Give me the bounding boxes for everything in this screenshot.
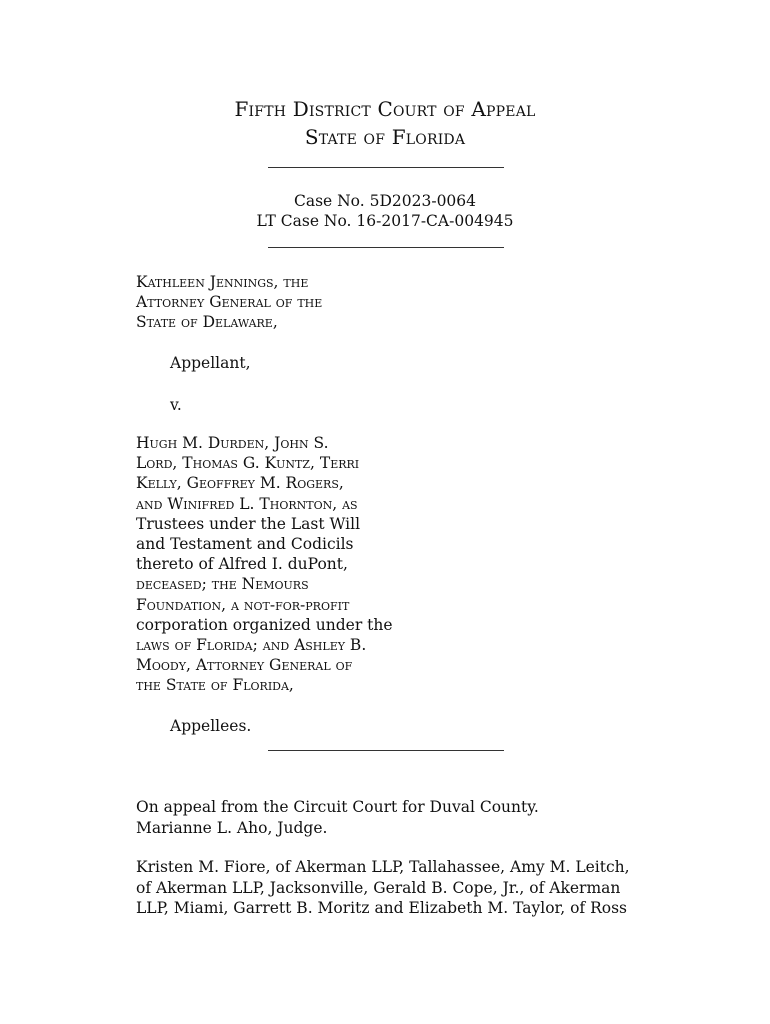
counsel-line: of Akerman LLP, Jacksonville, Gerald B. Cope, Jr., of Akerman — [136, 878, 621, 897]
appellant-role: Appellant, — [170, 354, 251, 372]
appellant-line: State of Delaware, — [136, 313, 278, 332]
appellees-caption — [136, 433, 393, 696]
appellees-role: Appellees. — [170, 717, 252, 735]
divider-top — [268, 167, 504, 168]
appellee-line: the State of Florida, — [136, 676, 294, 695]
appellee-line: Lord, Thomas G. Kuntz, Terri — [136, 454, 360, 473]
appellee-line: deceased; the Nemours — [136, 575, 309, 594]
appellee-line: thereto of Alfred I. duPont, — [136, 555, 348, 574]
appellee-line: laws of Florida; and Ashley B. — [136, 636, 367, 655]
divider-case — [268, 247, 504, 248]
lt-case-number: LT Case No. 16-2017-CA-004945 — [256, 212, 514, 230]
appellee-line: Kelly, Geoffrey M. Rogers, — [136, 474, 344, 493]
versus: v. — [170, 396, 182, 414]
counsel-line: LLP, Miami, Garrett B. Moritz and Elizabeth M. Taylor, of Ross — [136, 899, 627, 917]
appellee-line: and Testament and Codicils — [136, 535, 354, 554]
counsel-listing — [136, 857, 636, 919]
appellee-line: Hugh M. Durden, John S. — [136, 434, 329, 452]
appellee-line: corporation organized under the — [136, 615, 393, 634]
appellant-line: Kathleen Jennings, the — [136, 273, 309, 291]
case-number: Case No. 5D2023-0064 — [293, 192, 477, 210]
divider-bottom — [268, 750, 504, 751]
court-name: Fifth District Court of Appeal — [234, 97, 536, 121]
counsel-line: Kristen M. Fiore, of Akerman LLP, Tallahassee, Amy M. Leitch, — [136, 858, 630, 876]
appeal-origin — [136, 797, 636, 838]
appeal-line: On appeal from the Circuit Court for Duval County. — [136, 798, 539, 816]
appellee-line: and Winifred L. Thornton, as — [136, 494, 358, 513]
appellant-caption — [136, 272, 386, 333]
appellee-line: Trustees under the Last Will — [136, 514, 361, 533]
appeal-line: Marianne L. Aho, Judge. — [136, 818, 328, 837]
appellant-line: Attorney General of the — [136, 293, 323, 312]
court-state: State of Florida — [304, 125, 466, 149]
appellee-line: Moody, Attorney General of — [136, 656, 353, 675]
appellee-line: Foundation, a not-for-profit — [136, 595, 350, 614]
